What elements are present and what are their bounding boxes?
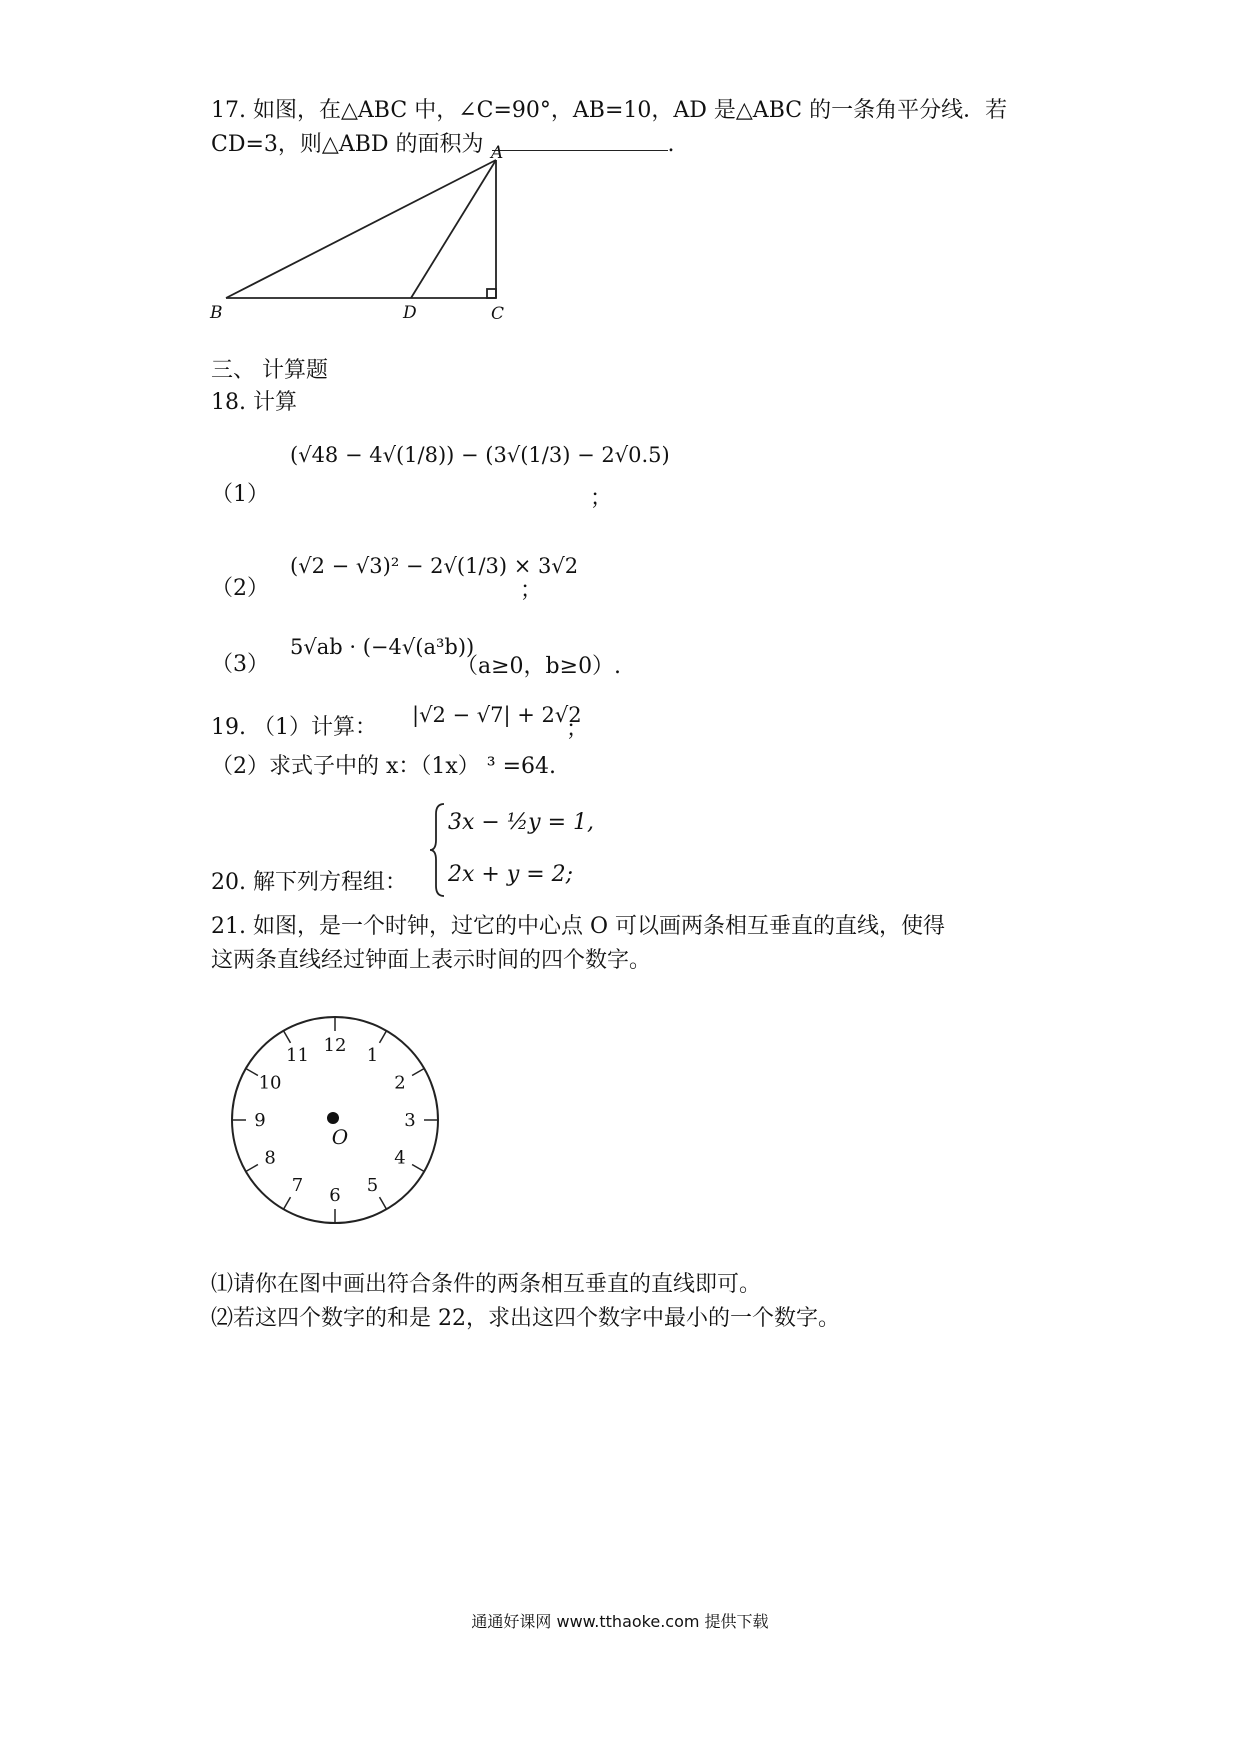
clock-number: 2 [394,1072,406,1094]
clock-tick [246,1165,258,1172]
q17-line1: 17. 如图，在△ABC 中，∠C=90°，AB=10，AD 是△ABC 的一条角平分线．若 [211,98,1008,123]
q18-p2-end: ； [520,578,543,603]
q18-p1-expression: (√48 − 4√(1/8)) − (3√(1/3) − 2√0.5) [290,443,670,467]
side-ab [226,160,496,298]
clock-tick [380,1031,387,1043]
vertex-b-label: B [210,303,223,323]
clock-number: 7 [291,1174,304,1196]
clock-tick [412,1069,424,1076]
q18-p2-expression: (√2 − √3)² − 2√(1/3) × 3√2 [290,554,579,578]
vertex-a-label: A [491,143,504,163]
q18-p3-condition: （a≥0，b≥0）. [456,654,622,679]
q19-line1-expression: |√2 − √7| + 2√2 [412,703,582,727]
q18-p1-end: ； [590,486,613,511]
q19-line1-end: ； [566,717,589,742]
q20-label: 20. 解下列方程组： [211,870,407,895]
q21-sub1: ⑴请你在图中画出符合条件的两条相互垂直的直线即可。 [211,1272,762,1297]
clock-number: 1 [366,1045,379,1067]
clock-number: 3 [404,1110,416,1131]
bisector-ad [411,160,496,298]
clock-number: 10 [258,1072,282,1094]
vertex-d-label: D [403,303,417,323]
footer: 通通好课网 www.tthaoke.com 提供下载 [471,1612,769,1631]
clock-number: 9 [254,1110,266,1131]
center-label: O [331,1125,349,1149]
clock-tick [284,1031,291,1043]
answer-blank[interactable] [492,130,668,151]
q18-p3-expression: 5√ab · (−4√(a³b)) [290,635,475,659]
q18-p2-label: （2） [211,576,269,601]
clock-number: 12 [323,1035,347,1056]
q19-line2: （2）求式子中的 x：（1x） ³ =64. [211,754,557,779]
clock-tick [380,1197,387,1209]
section-title: 三、 计算题 [211,358,328,383]
equation-2: 2x + y = 2; [448,862,574,887]
clock-tick [412,1165,424,1172]
clock-tick [284,1197,291,1209]
q21-line2: 这两条直线经过钟面上表示时间的四个数字。 [211,948,652,973]
clock-figure [225,1010,445,1230]
q18-p3-label: （3） [211,652,269,677]
center-point [327,1112,339,1124]
clock-number: 11 [286,1045,309,1067]
q21-sub2: ⑵若这四个数字的和是 22，求出这四个数字中最小的一个数字。 [211,1306,840,1331]
clock-number: 4 [394,1147,406,1169]
brace-icon [428,800,448,900]
q18-p1-label: （1） [211,482,269,507]
q19-line1-prefix: 19. （1）计算： [211,715,377,740]
equation-system [428,800,608,900]
vertex-c-label: C [491,304,505,324]
q18-title: 18. 计算 [211,390,297,415]
clock-number: 6 [329,1185,341,1206]
q17-line2-text: CD=3，则△ABD 的面积为 [211,132,484,157]
q21-line1: 21. 如图，是一个时钟，过它的中心点 O 可以画两条相互垂直的直线，使得 [211,914,946,939]
equation-1: 3x − ½y = 1, [448,810,594,835]
q17-end: . [667,132,675,157]
right-angle-mark [487,289,496,298]
clock-number: 5 [366,1174,379,1196]
clock-tick [246,1069,258,1076]
clock-number: 8 [264,1147,276,1169]
